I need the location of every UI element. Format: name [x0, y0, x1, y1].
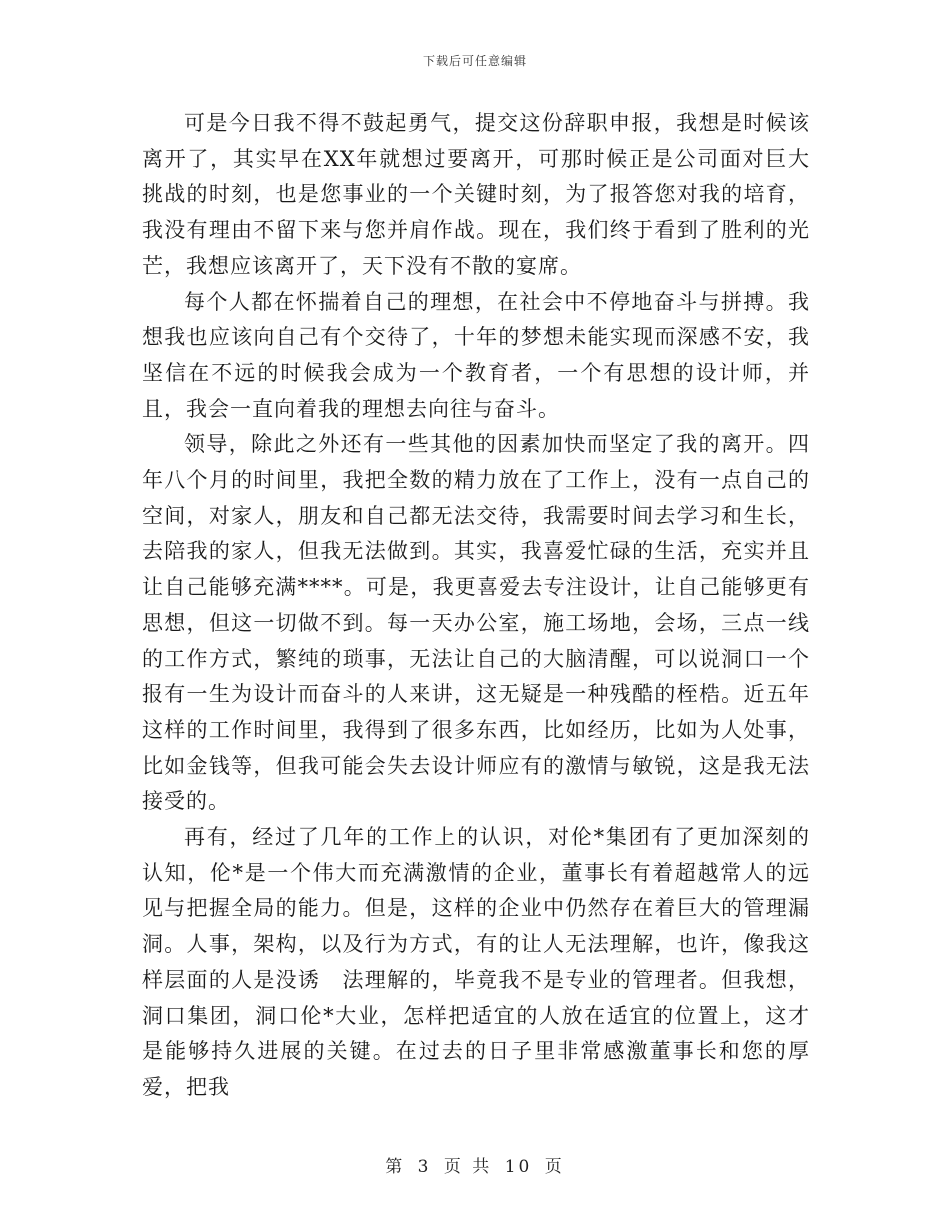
page-footer: [0, 1152, 950, 1177]
footer-total-pages: 10: [504, 1157, 533, 1177]
paragraph-3: 领导，除此之外还有一些其他的因素加快而坚定了我的离开。四年八个月的时间里，我把全数的精力放在了工作上，没有一点自己的空间，对家人，朋友和自己都无法交待，我需要时间去学习和生长，去陪我的家人，但我无法做到。其实，我喜爱忙碌的生活，充实并且让自己能够充满****。可是，我更喜爱去专注设计，让自己能够更有思想，但这一切做不到。每一天办公室，施工场地，会场，三点一线的工作方式，繁纯的琐事，无法让自己的大脑清醒，可以说洞口一个报有一生为设计而奋斗的人来讲，这无疑是一种残酷的桎梏。近五年这样的工作时间里，我得到了很多东西，比如经历，比如为人处事，比如金钱等，但我可能会失去设计师应有的激情与敏锐，这是我无法接受的。: [142, 432, 810, 814]
page-header: 下载后可任意编辑: [422, 54, 527, 68]
paragraph-4: 再有，经过了几年的工作上的认识，对伦*集团有了更加深刻的认知，伦*是一个伟大而充满激情的企业，董事长有着超越常人的远见与把握全局的能力。但是，这样的企业中仍然存在着巨大的管理漏洞。人事，架构，以及行为方式，有的让人无法理解，也许，像我这样层面的人是没诱 法理解的，毕竟我不是专业的管理者。但我想，洞口集团，洞口伦*大业，怎样把适宜的人放在适宜的位置上，这才是能够持久进展的关键。在过去的日子里非常感激董事长和您的厚爱，把我: [142, 825, 810, 1099]
footer-prefix: 第: [385, 1157, 406, 1177]
document-body: [142, 106, 810, 1106]
footer-page-number: 3: [417, 1157, 432, 1177]
paragraph-1: 可是今日我不得不鼓起勇气，提交这份辞职申报，我想是时候该离开了，其实早在XX年就想过要离开，可那时候正是公司面对巨大挑战的时刻，也是您事业的一个关键时刻，为了报答您对我的培育，我没有理由不留下来与您并肩作战。现在，我们终于看到了胜利的光芒，我想应该离开了，天下没有不散的宴席。: [142, 111, 810, 278]
footer-suffix: 页: [544, 1157, 565, 1177]
footer-middle: 页 共: [443, 1157, 493, 1177]
paragraph-2: 每个人都在怀揣着自己的理想，在社会中不停地奋斗与拼搏。我想我也应该向自己有个交待了，十年的梦想未能实现而深感不安，我坚信在不远的时候我会成为一个教育者，一个有思想的设计师，并且，我会一直向着我的理想去向往与奋斗。: [142, 289, 810, 421]
